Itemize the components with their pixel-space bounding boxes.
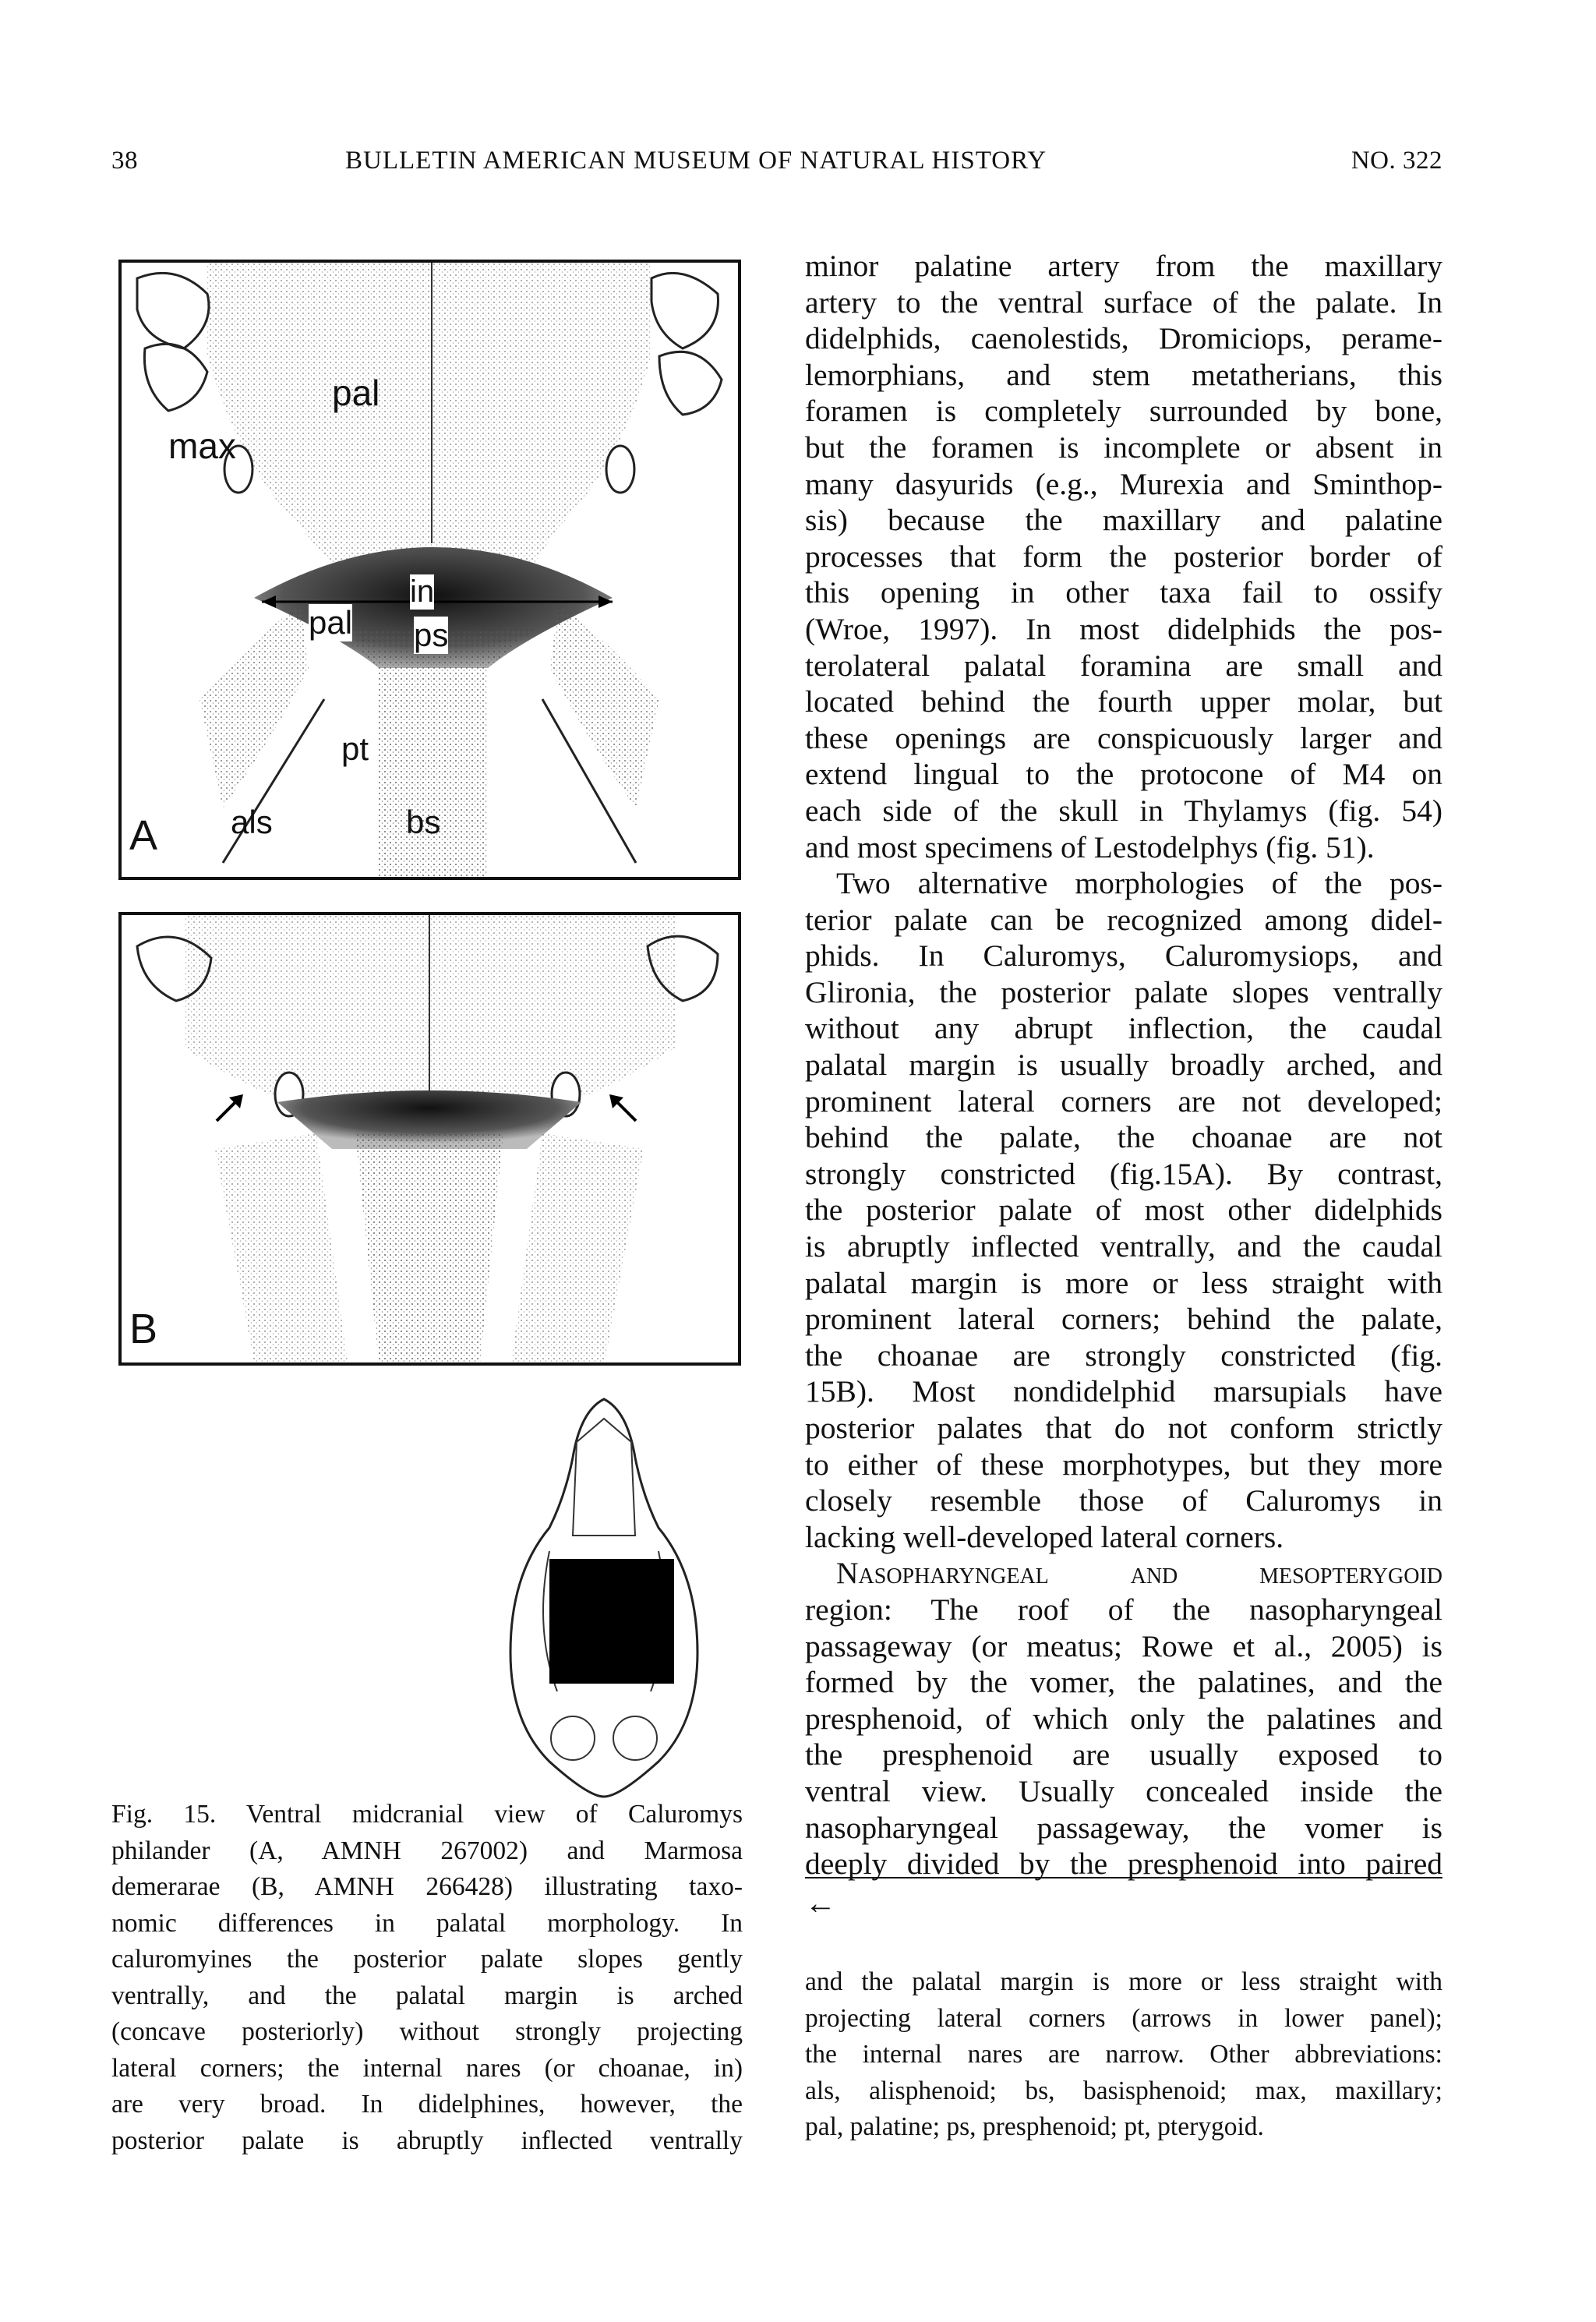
body-line: artery to the ventral surface of the palate. In (805, 285, 1442, 320)
figure-panel-a (118, 260, 741, 880)
figure-caption (111, 1797, 743, 2159)
body-line: is abruptly inflected ventrally, and the caudal (805, 1229, 1442, 1264)
body-line: prominent lateral corners are not developed; (805, 1083, 1442, 1119)
body-line: deeply divided by the presphenoid into paired (805, 1847, 1442, 1882)
body-line: nasopharyngeal passageway, the vomer is (805, 1810, 1442, 1845)
palate-drawing-b (122, 915, 738, 1362)
continuation-line: and the palatal margin is more or less straight with (805, 1967, 1442, 1996)
caption-line: ventrally, and the palatal margin is arched (111, 1981, 743, 2010)
highlight-box (549, 1559, 674, 1684)
label-in: in (410, 574, 435, 609)
body-line: prominent lateral corners; behind the palate, (805, 1302, 1442, 1337)
body-line: palatal margin is more or less straight with (805, 1265, 1442, 1300)
caption-line: lateral corners; the internal nares (or choanae, in) (111, 2053, 743, 2083)
caption-line: (concave posteriorly) without strongly projecting (111, 2017, 743, 2046)
caption-line: demerarae (B, AMNH 266428) illustrating taxo- (111, 1872, 743, 1901)
body-line: strongly constricted (fig.15A). By contrast, (805, 1156, 1442, 1191)
panel-letter-b: B (129, 1306, 158, 1352)
body-line: closely resemble those of Caluromys in (805, 1483, 1442, 1518)
body-line: presphenoid, of which only the palatines and (805, 1701, 1442, 1736)
running-header (111, 147, 1442, 186)
body-line: sis) because the maxillary and palatine (805, 503, 1442, 538)
figure-panel-b (118, 912, 741, 1366)
panel-letter-a: A (129, 812, 158, 859)
body-line: Two alternative morphologies of the pos- (836, 866, 1442, 901)
label-pt: pt (341, 730, 369, 767)
body-line: extend lingual to the protocone of M4 on (805, 757, 1442, 792)
footnote-rule (805, 1877, 1442, 1878)
body-line: lemorphians, and stem metatherians, this (805, 357, 1442, 392)
label-pal-upper: pal (332, 373, 380, 413)
body-line: the presphenoid are usually exposed to (805, 1737, 1442, 1772)
continuation-line: projecting lateral corners (arrows in lower panel); (805, 2003, 1442, 2033)
body-line: didelphids, caenolestids, Dromiciops, perame- (805, 321, 1442, 356)
section-heading: Nasopharyngeal and mesopterygoid (836, 1556, 1442, 1591)
body-line: many dasyurids (e.g., Murexia and Sminthop- (805, 466, 1442, 501)
body-line: minor palatine artery from the maxillary (805, 249, 1442, 283)
continuation-line: pal, palatine; ps, presphenoid; pt, pterygoid. (805, 2112, 1264, 2141)
body-line: region: The roof of the nasopharyngeal (805, 1592, 1442, 1627)
body-line: to either of these morphotypes, but they more (805, 1447, 1442, 1482)
body-line: phids. In Caluromys, Caluromysiops, and (805, 938, 1442, 974)
caption-line: philander (A, AMNH 267002) and Marmosa (111, 1836, 743, 1865)
body-line: 15B). Most nondidelphid marsupials have (805, 1374, 1442, 1409)
continuation-arrow: ← (805, 1886, 836, 1921)
body-line: terolateral palatal foramina are small and (805, 648, 1442, 683)
page-number: 38 (111, 147, 138, 175)
body-line: palatal margin is usually broadly arched, and (805, 1048, 1442, 1083)
body-line: passageway (or meatus; Rowe et al., 2005) is (805, 1628, 1442, 1663)
body-line: these openings are conspicuously larger and (805, 720, 1442, 755)
body-line: (Wroe, 1997). In most didelphids the pos- (805, 611, 1442, 646)
label-max: max (168, 426, 236, 466)
body-line: Glironia, the posterior palate slopes ventrally (805, 974, 1442, 1009)
body-line: and most specimens of Lestodelphys (fig. 51). (805, 829, 1375, 864)
caption-continuation (805, 1964, 1442, 2146)
skull-key-drawing (503, 1395, 705, 1801)
body-line: processes that form the posterior border of (805, 539, 1442, 574)
caption-line: caluromyines the posterior palate slopes gently (111, 1945, 743, 1974)
body-line: the posterior palate of most other didelphids (805, 1193, 1442, 1228)
body-line: without any abrupt inflection, the caudal (805, 1011, 1442, 1046)
label-bs: bs (406, 804, 441, 840)
body-line: ventral view. Usually concealed inside the (805, 1773, 1442, 1808)
issue-number: NO. 322 (1351, 147, 1442, 175)
continuation-line: the internal nares are narrow. Other abbreviations: (805, 2040, 1442, 2069)
body-line: the choanae are strongly constricted (fig. (805, 1338, 1442, 1373)
body-line: located behind the fourth upper molar, but (805, 684, 1442, 719)
label-ps: ps (414, 617, 449, 653)
label-als: als (231, 804, 273, 840)
body-text (805, 248, 1442, 1882)
body-line: posterior palates that do not conform strictly (805, 1411, 1442, 1445)
caption-line: nomic differences in palatal morphology. In (111, 1908, 743, 1938)
continuation-line: als, alisphenoid; bs, basisphenoid; max, maxillary; (805, 2076, 1442, 2105)
caption-line: posterior palate is abruptly inflected ventrally (111, 2126, 743, 2155)
body-line: foramen is completely surrounded by bone, (805, 394, 1442, 429)
label-pal-lower: pal (309, 604, 353, 641)
body-line: formed by the vomer, the palatines, and the (805, 1665, 1442, 1700)
body-line: each side of the skull in Thylamys (fig. 54) (805, 793, 1442, 828)
body-line: terior palate can be recognized among didel- (805, 902, 1442, 937)
palate-drawing-a (122, 263, 738, 877)
body-line: behind the palate, the choanae are not (805, 1120, 1442, 1155)
caption-line: Fig. 15. Ventral midcranial view of Caluromys (111, 1800, 743, 1829)
caption-line: are very broad. In didelphines, however, the (111, 2090, 743, 2119)
body-line: but the foramen is incomplete or absent in (805, 429, 1442, 465)
body-line: this opening in other taxa fail to ossify (805, 575, 1442, 610)
running-title: BULLETIN AMERICAN MUSEUM OF NATURAL HISTORY (345, 147, 1047, 175)
body-line: lacking well-developed lateral corners. (805, 1519, 1284, 1554)
